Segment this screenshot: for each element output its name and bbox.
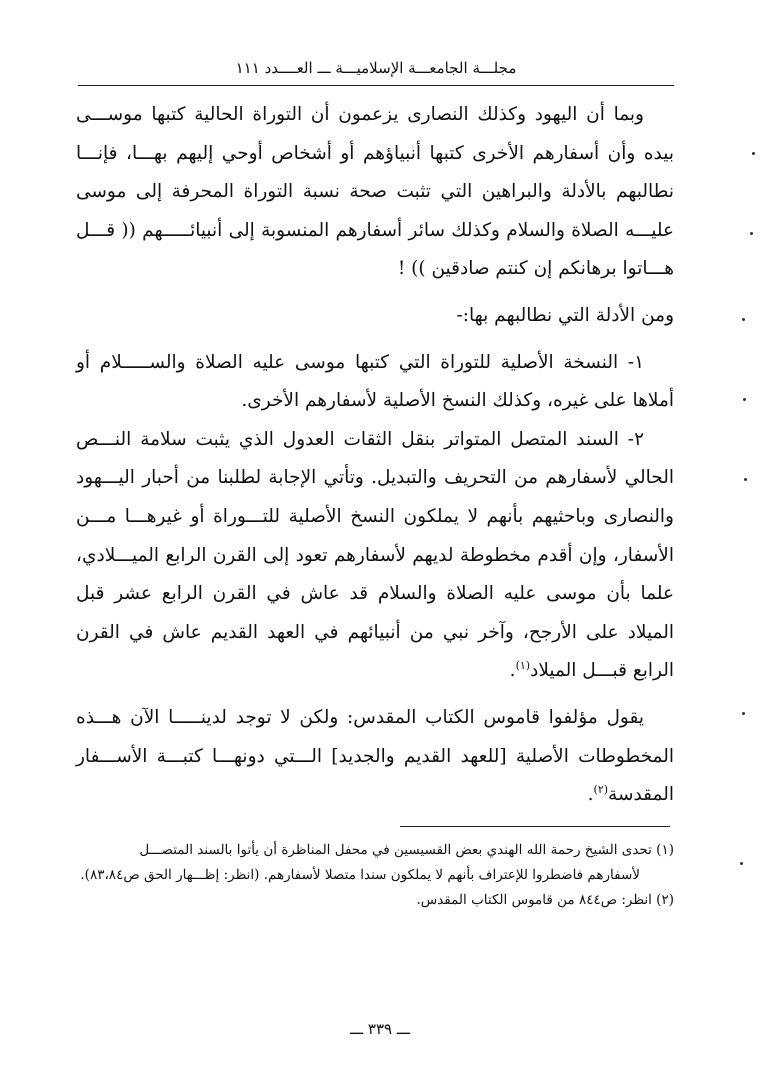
paragraph-dictionary-quote bbox=[76, 699, 674, 815]
paragraph-evidence-heading: ومن الأدلة التي نطالبهم بها:- bbox=[456, 304, 674, 326]
quote-text: يقول مؤلفوا قاموس الكتاب المقدس: ولكن لا توجد لدينـــــا الآن هـــذه المخطوطات الأصلية [للعهد القديم والجديد] الـــتي دونهـــا كتبـــة الأســـفار المقدسة bbox=[76, 706, 674, 806]
paragraph-intro: وبما أن اليهود وكذلك النصارى يزعمون أن التوراة الحالية كتبها موســـى بيده وأن أسفارهم الأخرى كتبها أنبياؤهم أو أشخاص أوحي إليهم بهـــا، فإنـــا نطالبهم بالأدلة والبراهين التي تثبت صحة نسبة التوراة المحرفة إلى موسى عليـــه الصلاة والسلام وكذلك سائر أسفارهم المنسوبة إلى أنبيائـــــهم (( قـــل هـــاتوا برهانكم إن كنتم صادقين )) ! bbox=[76, 104, 674, 280]
scan-speck bbox=[750, 232, 753, 235]
scan-speck bbox=[742, 318, 745, 321]
running-header: مجلـــة الجامعـــة الإسلاميـــة ـــ العــــدد ١١١ bbox=[235, 59, 517, 77]
footnote-1-line-1: (١) تحدى الشيخ رحمة الله الهندي بعض القسيسين في محفل المناظرة أن يأتوا بالسند المتصـــل bbox=[139, 842, 674, 858]
list-item-chain-of-transmission bbox=[76, 421, 674, 691]
footnote-ref-1: (١) bbox=[515, 659, 531, 673]
footnotes bbox=[76, 838, 674, 913]
scan-speck bbox=[740, 862, 743, 865]
punctuation: . bbox=[587, 784, 594, 806]
footnote-2: (٢) انظر: ص٨٤٤ من قاموس الكتاب المقدس. bbox=[416, 892, 674, 908]
main-text bbox=[76, 96, 674, 815]
scan-speck bbox=[744, 478, 747, 481]
list-item-text: ٢- السند المتصل المتواتر بنقل الثقات العدول الذي يثبت سلامة النـــص الحالي لأسفارهم من التحريف والتبديل. وتأتي الإجابة لطلبنا من أحبار اليـــهود والنصارى وباحثيهم بأنهم لا يملكون النسخ الأصلية للتـــوراة أو غيرهـــا مـــن الأسفار، وإن أقدم مخطوطة لديهم لأسفارهم تعود إلى القرن الرابع الميـــلادي، علما بأن موسى عليه الصلاة والسلام قد عاش في القرن الرابع عشر قبل الميلاد على الأرجح، وآخر نبي من أنبيائهم في العهد القديم عاش في القرن الرابع قبـــل الميلاد bbox=[76, 428, 674, 682]
scan-speck bbox=[752, 152, 755, 155]
footnote-1-line-2: لأسفارهم فاضطروا للإعتراف بأنهم لا يملكون سندا متصلا لأسفارهم. (انظر: إظـــهار الحق ص٨٣،٨٤). bbox=[80, 867, 640, 883]
header-divider bbox=[78, 85, 674, 86]
footnote-divider bbox=[400, 826, 670, 827]
scan-speck bbox=[742, 712, 745, 715]
list-item-original-copy: ١- النسخة الأصلية للتوراة التي كتبها موسى عليه الصلاة والســـــلام أو أملاها على غيره، وكذلك النسخ الأصلية لأسفارهم الأخرى. bbox=[76, 351, 674, 412]
footnote-ref-2: (٢) bbox=[593, 782, 609, 796]
page-number: ـــ ٣٣٩ ـــ bbox=[349, 1020, 411, 1038]
scan-speck bbox=[743, 398, 746, 401]
punctuation: . bbox=[509, 660, 516, 682]
